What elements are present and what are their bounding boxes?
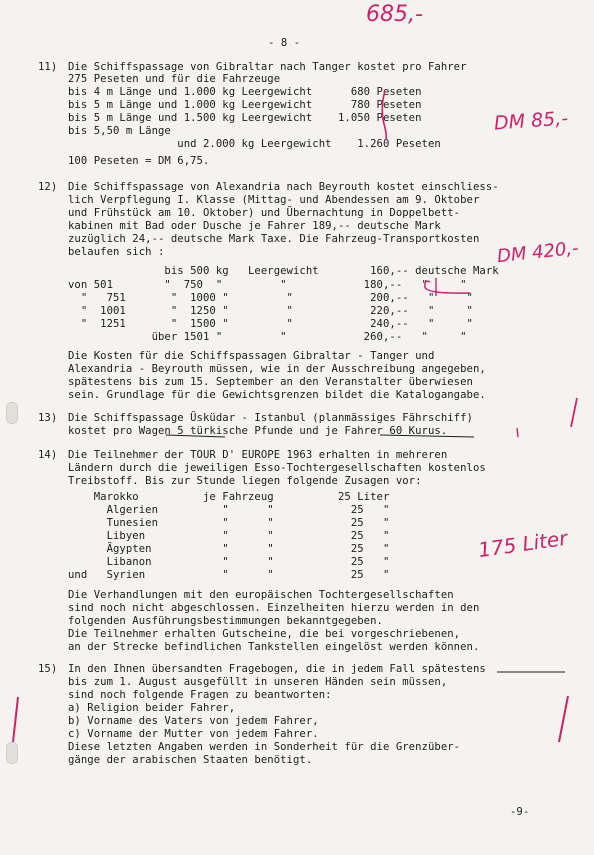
underline-mark xyxy=(166,435,225,437)
freight-row: " 1251 " 1500 " " 240,-- " " xyxy=(68,318,473,330)
fuel-row: und Syrien " " 25 " xyxy=(68,569,390,581)
tick-mark xyxy=(517,428,518,437)
text-line: belaufen sich : xyxy=(68,246,165,258)
text-line: bis zum 1. August ausgefüllt in unseren Händen sein müssen, xyxy=(68,676,448,688)
text-line: kabinen mit Bad oder Dusche je Fahrer 189,-- deutsche Mark xyxy=(68,220,441,232)
circled-rate-mark xyxy=(425,281,470,293)
text-line: Die Verhandlungen mit den europäischen Tochtergesellschaften xyxy=(68,589,454,601)
text-line: folgenden Ausführungsbestimmungen bekanntgegeben. xyxy=(68,615,383,627)
text-line: spätestens bis zum 15. September an den Veranstalter überwiesen xyxy=(68,376,473,388)
freight-row: " 1001 " 1250 " " 220,-- " " xyxy=(68,305,473,317)
freight-row: über 1501 " " 260,-- " " xyxy=(68,331,467,343)
item-label: 12) xyxy=(38,181,58,193)
text-line: und Frühstück am 10. Oktober) und Übernachtung in Doppelbett- xyxy=(68,207,461,219)
fuel-row: Algerien " " 25 " xyxy=(68,504,390,516)
text-line: In den Ihnen übersandten Fragebogen, die in jedem Fall spätestens xyxy=(68,663,486,675)
text-line: 275 Peseten und für die Fahrzeuge xyxy=(68,73,281,85)
page-number: - 8 - xyxy=(268,37,301,49)
text-line: sein. Grundlage für die Gewichtsgrenzen bildet die Katalogangabe. xyxy=(68,389,486,401)
text-line: sind noch folgende Fragen zu beantworten: xyxy=(68,689,332,701)
text-line: Die Schiffspassage Üsküdar - Istanbul (planmässiges Fährschiff) xyxy=(68,412,473,424)
text-line: Die Teilnehmer der TOUR D' EUROPE 1963 erhalten in mehreren xyxy=(68,449,448,461)
text-line: Die Kosten für die Schiffspassagen Gibraltar - Tanger und xyxy=(68,350,435,362)
exchange-rate: 100 Peseten = DM 6,75. xyxy=(68,155,210,167)
text-line: Die Schiffspassage von Alexandria nach Beyrouth kostet einschliess- xyxy=(68,181,499,193)
fuel-row: Libanon " " 25 " xyxy=(68,556,390,568)
fuel-row: Ägypten " " 25 " xyxy=(68,543,390,555)
text-line: lich Verpflegung I. Klasse (Mittag- und Abendessen am 9. Oktober xyxy=(68,194,480,206)
margin-stroke xyxy=(13,697,18,742)
fare-row: bis 5,50 m Länge xyxy=(68,125,171,137)
list-item: a) Religion beider Fahrer, xyxy=(68,702,236,714)
item-label: 13) xyxy=(38,412,58,424)
item-label: 15) xyxy=(38,663,58,675)
underline-mark xyxy=(380,435,474,437)
fare-row: bis 5 m Länge und 1.000 kg Leergewicht 780 Peseten xyxy=(68,99,422,111)
fuel-row: Tunesien " " 25 " xyxy=(68,517,390,529)
fare-row: bis 5 m Länge und 1.500 kg Leergewicht 1.050 Peseten xyxy=(68,112,422,124)
freight-table-header: bis 500 kg Leergewicht 160,-- deutsche Mark xyxy=(68,265,499,277)
freight-row: " 751 " 1000 " " 200,-- " " xyxy=(68,292,473,304)
text-line: sind noch nicht abgeschlossen. Einzelheiten hierzu werden in den xyxy=(68,602,480,614)
fuel-row: Marokko je Fahrzeug 25 Liter xyxy=(68,491,390,503)
fare-row: und 2.000 kg Leergewicht 1.260 Peseten xyxy=(68,138,441,150)
next-page-indicator: -9- xyxy=(510,806,530,818)
margin-stroke xyxy=(559,696,568,742)
text-line: Die Teilnehmer erhalten Gutscheine, die bei vorgeschriebenen, xyxy=(68,628,461,640)
item-label: 11) xyxy=(38,61,58,73)
item-label: 14) xyxy=(38,449,58,461)
list-item: b) Vorname des Vaters von jedem Fahrer, xyxy=(68,715,319,727)
text-line: gänge der arabischen Staaten benötigt. xyxy=(68,754,313,766)
handwritten-liters: 175 Liter xyxy=(476,525,569,563)
text-line: an der Strecke befindlichen Tankstellen eingelöst werden können. xyxy=(68,641,480,653)
handwritten-top-amount: 685,- xyxy=(366,2,423,27)
freight-row: von 501 " 750 " " 180,-- " " xyxy=(68,279,467,291)
text-line: Alexandria - Beyrouth müssen, wie in der Ausschreibung angegeben, xyxy=(68,363,486,375)
list-item: c) Vorname der Mutter von jedem Fahrer. xyxy=(68,728,319,740)
text-line: Ländern durch die jeweiligen Esso-Tochtergesellschaften kostenlos xyxy=(68,462,486,474)
handwritten-dm85: DM 85,- xyxy=(493,107,569,135)
fuel-row: Libyen " " 25 " xyxy=(68,530,390,542)
text-line: kostet pro Wagen 5 türkische Pfunde und je Fahrer 60 Kurus. xyxy=(68,425,448,437)
fare-row: bis 4 m Länge und 1.000 kg Leergewicht 680 Peseten xyxy=(68,86,422,98)
text-line: zuzüglich 24,-- deutsche Mark Taxe. Die Fahrzeug-Transportkosten xyxy=(68,233,480,245)
text-line: Diese letzten Angaben werden in Sonderheit für die Grenzüber- xyxy=(68,741,461,753)
handwritten-dm420: DM 420,- xyxy=(496,237,580,268)
text-line: Treibstoff. Bis zur Stunde liegen folgende Zusagen vor: xyxy=(68,475,422,487)
text-line: Die Schiffspassage von Gibraltar nach Tanger kostet pro Fahrer xyxy=(68,61,467,73)
margin-bracket-mark xyxy=(382,91,386,140)
margin-stroke xyxy=(571,398,577,427)
